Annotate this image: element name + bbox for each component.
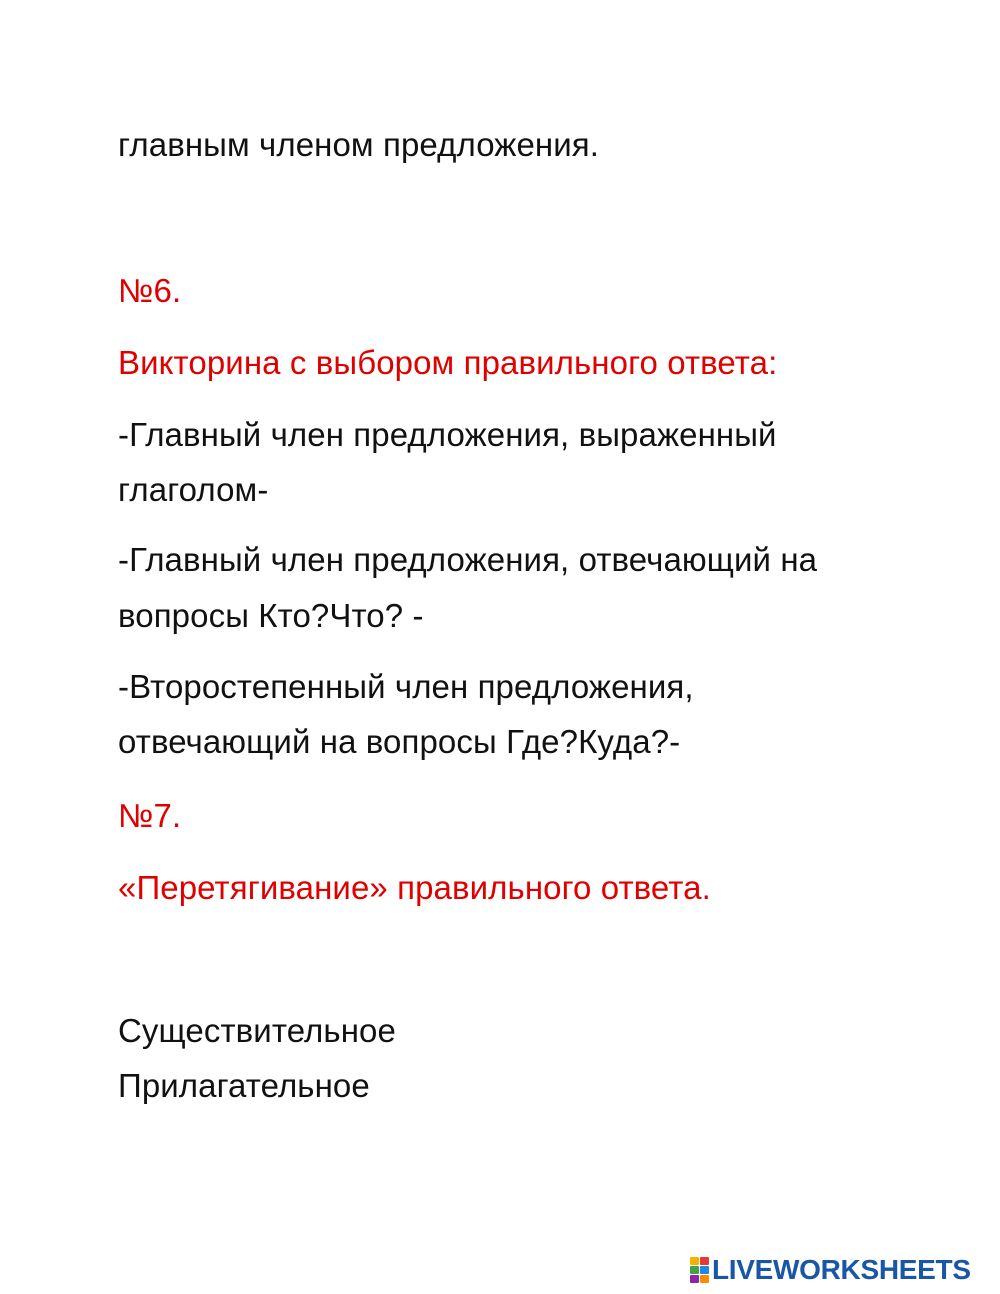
task-title-drag: «Перетягивание» правильного ответа. bbox=[118, 869, 711, 906]
text-line: главным членом предложения. bbox=[118, 126, 600, 163]
quiz-item-1-line-2: глаголом- bbox=[118, 471, 269, 508]
quiz-item-2-line-2: вопросы Кто?Что? - bbox=[118, 597, 424, 634]
task-number-6: №6. bbox=[118, 272, 182, 309]
quiz-item-3-line-2: отвечающий на вопросы Где?Куда?- bbox=[118, 723, 681, 760]
answer-option-adjective: Прилагательное bbox=[118, 1067, 370, 1104]
task-title-quiz: Викторина с выбором правильного ответа: bbox=[118, 344, 778, 381]
answer-option-noun: Существительное bbox=[118, 1012, 396, 1049]
liveworksheets-logo bbox=[690, 1255, 971, 1285]
logo-text: LIVEWORKSHEETS bbox=[712, 1254, 971, 1285]
quiz-item-3-line-1: -Второстепенный член предложения, bbox=[118, 668, 694, 705]
logo-blocks-icon bbox=[690, 1257, 710, 1283]
quiz-item-1-line-1: -Главный член предложения, выраженный bbox=[118, 416, 777, 453]
task-number-7: №7. bbox=[118, 797, 182, 834]
quiz-item-2-line-1: -Главный член предложения, отвечающий на bbox=[118, 541, 818, 578]
